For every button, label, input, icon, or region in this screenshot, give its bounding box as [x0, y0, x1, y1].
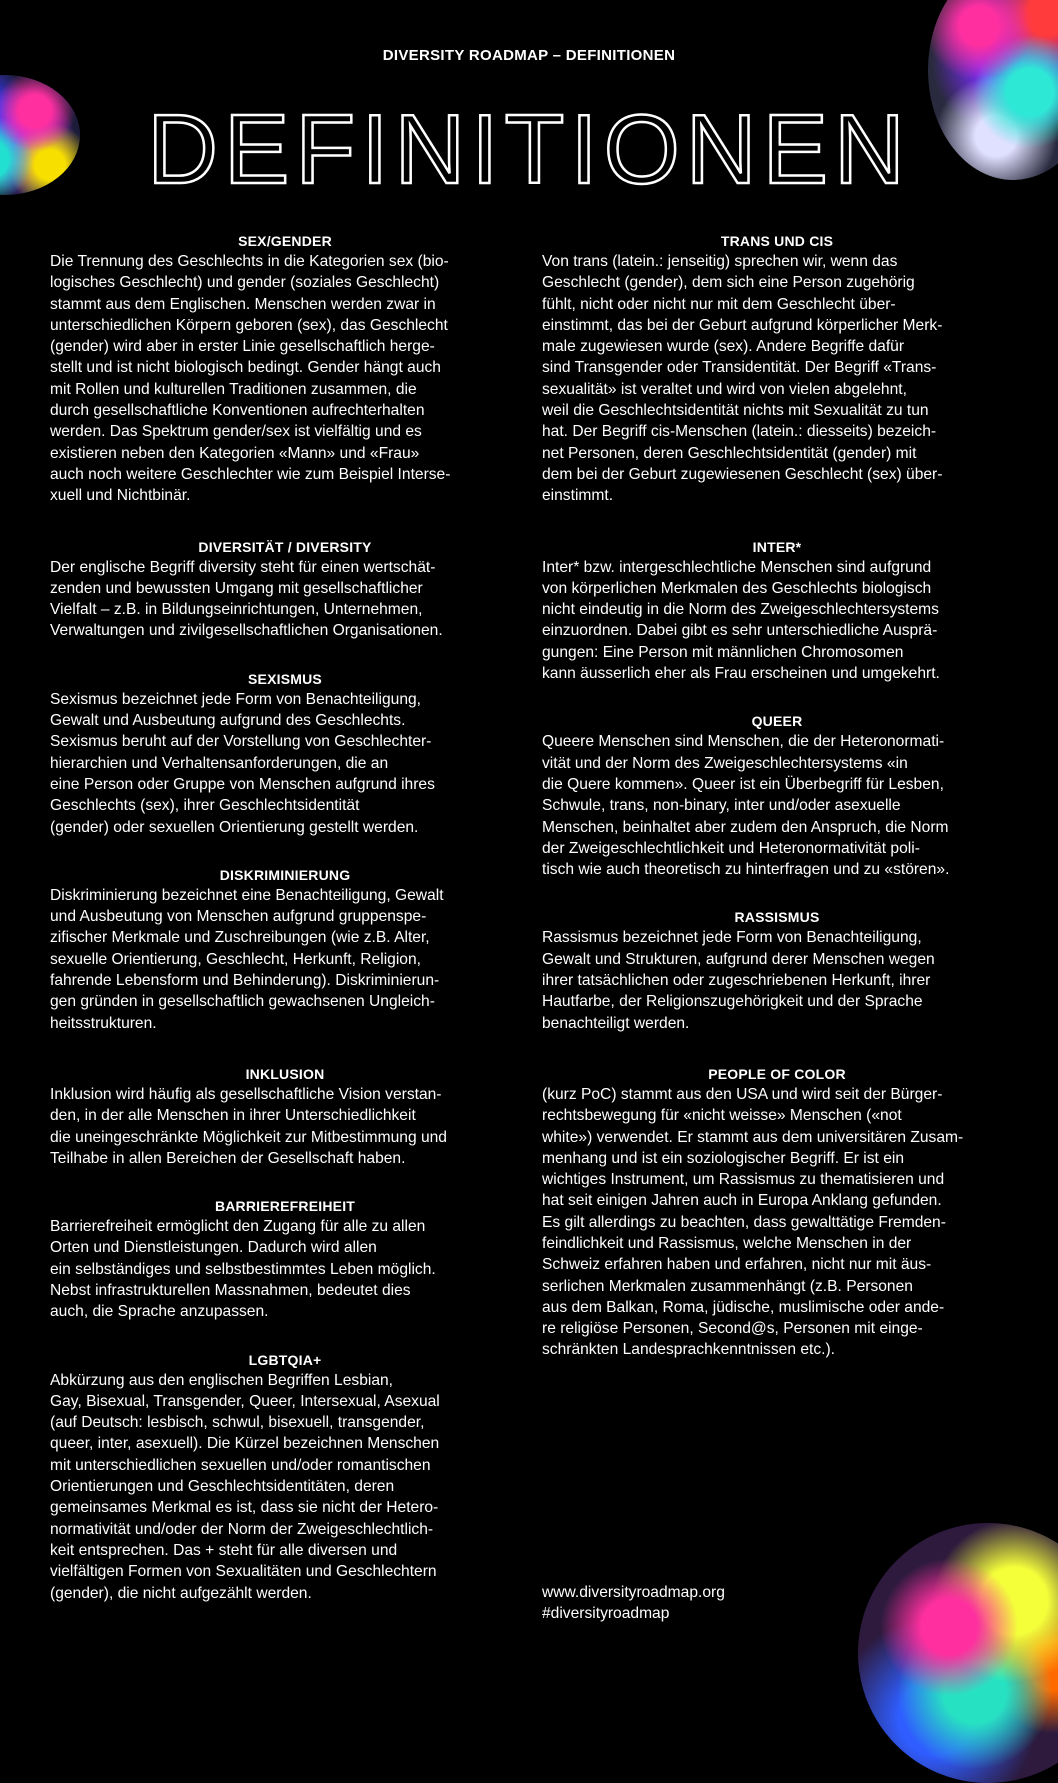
section-body: Barrierefreiheit ermöglicht den Zugang für alle zu allen Orten und Dienstleistungen. Dadurch wird allen ein selbständiges und selbstbestimmtes Leben möglich. Nebst infrastrukturellen Massnahmen, bedeutet dies auch, die Sprache anzupassen.	[50, 1218, 436, 1321]
hashtag: #diversityroadmap	[542, 1605, 670, 1623]
section-lgbtqia	[50, 1351, 520, 1604]
section-body: Rassismus bezeichnet jede Form von Benachteiligung, Gewalt und Strukturen, aufgrund derer Menschen wegen ihrer tatsächlichen oder zugeschriebenen Herkunft, ihrer Hautfarbe, der Religionszugehörigkeit und der Sprache benachteiligt werden.	[542, 929, 935, 1032]
section-inter	[542, 538, 1012, 685]
section-heading: INKLUSION	[245, 1065, 325, 1082]
website-link[interactable]: www.diversityroadmap.org	[542, 1584, 725, 1601]
section-rassismus	[542, 908, 1012, 1033]
section-people-of-color	[542, 1065, 1012, 1361]
section-heading: RASSISMUS	[734, 909, 820, 926]
section-body: Der englische Begriff diversity steht für einen wertschät- zenden und bewussten Umgang mit gesellschaftlicher Vielfalt – z.B. in Bildungseinrichtungen, Unternehmen, Verwaltungen und zivilgesellschaftlichen Organisationen.	[50, 558, 443, 640]
section-body: Queere Menschen sind Menschen, die der Heteronormati- vität und der Norm des Zweigeschlechtersystems «in die Quere kommen». Queer ist ein Überbegriff für Lesben, Schwule, trans, non-binary, inter und/oder asexuelle Menschen, beinhaltet aber zudem den Anspruch, die Norm der Zweigeschlechtlichkeit und Heteronormativität poli- tisch wie auch theoretisch zu hinterfragen und zu «stören».	[542, 733, 950, 879]
header-kicker: DIVERSITY ROADMAP – DEFINITIONEN	[382, 47, 676, 64]
right-column	[542, 232, 1012, 1389]
section-heading: DISKRIMINIERUNG	[219, 866, 351, 883]
left-column	[50, 232, 520, 1632]
section-inklusion	[50, 1065, 520, 1169]
footer	[542, 1582, 842, 1625]
section-diskriminierung	[50, 866, 520, 1034]
section-body: Die Trennung des Geschlechts in die Kategorien sex (bio- logisches Geschlecht) und gender (soziales Geschlecht) stammt aus dem Englischen. Menschen werden zwar in unterschiedlichen Körpern geboren (sex), das Geschlecht (gender) wird aber in erster Linie gesellschaftlich herge- stellt und ist nicht biologisch bedingt. Gender hängt auch mit Rollen und kulturellen Traditionen zusammen, die durch gesellschaftliche Konventionen aufrechterhalten werden. Das Spektrum gender/sex ist vielfältig und es existieren neben den Kategorien «Mann» und «Frau» auch noch weitere Geschlechter wie zum Beispiel Interse- xuell und Nichtbinär.	[50, 253, 451, 505]
decorative-blob-bottom-right	[858, 1523, 1058, 1783]
section-heading: PEOPLE OF COLOR	[708, 1065, 846, 1082]
page-title: DEFINITIONEN	[147, 94, 911, 204]
section-barrierefreiheit	[50, 1197, 520, 1322]
section-body: Inter* bzw. intergeschlechtliche Menschen sind aufgrund von körperlichen Merkmalen des Geschlechts biologisch nicht eindeutig in die Norm des Zweigeschlechtersystems einzuordnen. Dabei gibt es sehr unterschiedliche Ausprä- gungen: Eine Person mit männlichen Chromosomen kann äusserlich eher als Frau erscheinen und umgekehrt.	[542, 558, 940, 683]
section-body: Von trans (latein.: jenseitig) sprechen wir, wenn das Geschlecht (gender), dem sich eine Person zugehörig fühlt, nicht oder nicht nur mit dem Geschlecht über- einstimmt, das bei der Geburt aufgrund körperlicher Merk- male zugewiesen wurde (sex). Andere Begriffe dafür sind Transgender oder Transidentität. Der Begriff «Trans- sexualität» ist veraltet und wird von vielen abgelehnt, weil die Geschlechtsidentität nichts mit Sexualität zu tun hat. Der Begriff cis-Menschen (latein.: diesseits) bezeich- net Personen, deren Geschlechtsidentität (gender) mit dem bei der Geburt zugewiesenen Geschlecht (sex) über- einstimmt.	[542, 253, 943, 505]
section-body: Abkürzung aus den englischen Begriffen Lesbian, Gay, Bisexual, Transgender, Queer, Intersexual, Asexual (auf Deutsch: lesbisch, schwul, bisexuell, transgender, queer, inter, asexuell). Die Kürzel bezeichnen Menschen mit unterschiedlichen sexuellen und/oder romantischen Orientierungen und Geschlechtsidentitäten, deren gemeinsames Merkmal es ist, dass sie nicht der Hetero- normativität und/oder der Norm der Zweigeschlechtlich- keit entsprechen. Das + steht für alle diversen und vielfältigen Formen von Sexualitäten und Geschlechtern (gender), die nicht aufgezählt werden.	[50, 1371, 440, 1602]
section-heading: SEX/GENDER	[238, 233, 332, 249]
section-heading: DIVERSITÄT / DIVERSITY	[198, 538, 372, 555]
section-body: (kurz PoC) stammt aus den USA und wird seit der Bürger- rechtsbewegung für «nicht weisse» Menschen («not white») verwendet. Er stammt aus dem universitären Zusam- menhang und ist ein soziologischer Begriff. Er ist ein wichtiges Instrument, um Rassismus zu thematisieren und hat seit einigen Jahren auch in Europa Anklang gefunden. Es gilt allerdings zu beachten, dass gewalttätige Fremden- feindlichkeit und Rassismus, welche Menschen in der Schweiz erfahren haben und erfahren, nicht nur mit äus- serlichen Merkmalen zusammenhängt (z.B. Personen aus dem Balkan, Roma, jüdische, muslimische oder ande- re religiöse Personen, Second@s, Personen mit einge- schränkten Landesprachkenntnissen etc.).	[542, 1085, 964, 1359]
section-body: Diskriminierung bezeichnet eine Benachteiligung, Gewalt und Ausbeutung von Menschen aufgrund gruppenspe- zifischer Merkmale und Zuschreibungen (wie z.B. Alter, sexuelle Orientierung, Geschlecht, Herkunft, Religion, fahrende Lebensform und Behinderung). Diskriminierun- gen gründen in gesellschaftlich gewachsenen Ungleich- heitsstrukturen.	[50, 886, 444, 1032]
section-trans-und-cis	[542, 232, 1012, 507]
section-heading: SEXISMUS	[248, 670, 322, 687]
section-heading: LGBTQIA+	[248, 1351, 322, 1368]
section-sex-gender	[50, 232, 520, 507]
section-sexismus	[50, 670, 520, 838]
section-body: Inklusion wird häufig als gesellschaftliche Vision verstan- den, in der alle Menschen in ihrer Unterschiedlichkeit die uneingeschränkte Möglichkeit zur Mitbestimmung und Teilhabe in allen Bereichen der Gesellschaft haben.	[50, 1085, 447, 1167]
section-heading: QUEER	[751, 713, 803, 730]
section-heading: BARRIEREFREIHEIT	[214, 1198, 356, 1215]
section-diversitaet	[50, 538, 520, 642]
section-body: Sexismus bezeichnet jede Form von Benachteiligung, Gewalt und Ausbeutung aufgrund des Geschlechts. Sexismus beruht auf der Vorstellung von Geschlechter- hierarchien und Verhaltensanforderungen, die an eine Person oder Gruppe von Menschen aufgrund ihres Geschlechts (sex), ihrer Geschlechtsidentität (gender) oder sexuellen Orientierung gestellt werden.	[50, 690, 435, 836]
section-heading: INTER*	[752, 538, 802, 555]
section-heading: TRANS UND CIS	[720, 233, 834, 249]
section-queer	[542, 712, 1012, 880]
